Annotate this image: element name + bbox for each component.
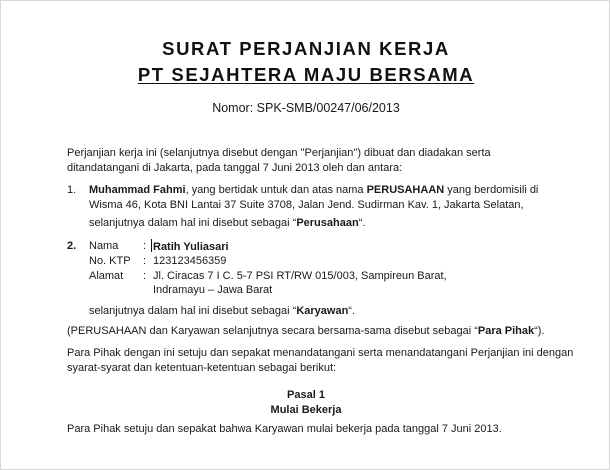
field-label-ktp: No. KTP	[89, 255, 131, 267]
party1-name: Muhammad Fahmi	[89, 184, 186, 196]
party1-number: 1.	[67, 184, 77, 196]
party2-ref-prefix: selanjutnya dalam hal ini disebut sebagai “	[89, 305, 297, 317]
party2-number: 2.	[67, 240, 77, 252]
party1-reference	[89, 216, 365, 231]
party1-line-2: Wisma 46, Kota BNI Lantai 37 Suite 3708, Jalan Jend. Sudirman Kav. 1, Jakarta Selatan,	[89, 199, 524, 211]
parties-note-term: Para Pihak	[477, 325, 535, 337]
field-label-alamat: Alamat	[89, 270, 124, 282]
agreement-line-2: syarat-syarat dan ketentuan-ketentuan sebagai berikut:	[67, 362, 337, 374]
field-colon-alamat: :	[143, 270, 147, 282]
party1-line-1	[89, 183, 538, 198]
party1-ref-term: Perusahaan	[296, 217, 359, 229]
party1-text-a: , yang bertidak untuk dan atas nama	[185, 184, 367, 196]
field-colon-ktp: :	[143, 255, 147, 267]
pasal-1-heading: Pasal 1	[287, 389, 325, 401]
party1-ref-suffix: “.	[358, 217, 366, 229]
company-name: PT SEJAHTERA MAJU BERSAMA	[137, 64, 475, 85]
pasal-1-body: Para Pihak setuju dan sepakat bahwa Karyawan mulai bekerja pada tanggal 7 Juni 2013.	[67, 423, 502, 435]
field-value-ktp: 123123456359	[153, 255, 227, 267]
party1-text-b: yang berdomisili di	[444, 184, 539, 196]
parties-note-prefix: (PERUSAHAAN dan Karyawan selanjutnya secara bersama-sama disebut sebagai “	[67, 325, 478, 337]
field-value-alamat-line-2: Indramayu – Jawa Barat	[153, 284, 273, 296]
intro-line-1: Perjanjian kerja ini (selanjutnya disebut dengan "Perjanjian") dibuat dan diadakan serta	[67, 147, 491, 159]
parties-note	[67, 324, 545, 339]
parties-note-suffix: “).	[534, 325, 545, 337]
field-value-nama	[151, 239, 229, 255]
party2-ref-term: Karyawan	[296, 305, 349, 317]
field-colon-nama: :	[143, 240, 147, 252]
text-cursor	[151, 239, 152, 252]
field-value-nama-text: Ratih Yuliasari	[153, 241, 229, 253]
intro-line-2: ditandatangani di Jakarta, pada tanggal 7 Juni 2013 oleh dan antara:	[67, 162, 403, 174]
pasal-1-subheading: Mulai Bekerja	[270, 404, 342, 416]
party2-ref-suffix: “.	[348, 305, 356, 317]
field-value-alamat: Jl. Ciracas 7 I C. 5-7 PSI RT/RW 015/003, Sampireun Barat,	[153, 270, 447, 282]
agreement-line-1: Para Pihak dengan ini setuju dan sepakat menandatangani serta menandatangani Perjanjian ini dengan	[67, 347, 574, 359]
party1-company-word: PERUSAHAAN	[366, 184, 445, 196]
field-label-nama: Nama	[89, 240, 119, 252]
party1-ref-prefix: selanjutnya dalam hal ini disebut sebagai “	[89, 217, 297, 229]
party2-reference	[89, 304, 355, 319]
document-title: SURAT PERJANJIAN KERJA	[162, 38, 450, 59]
document-number: Nomor: SPK-SMB/00247/06/2013	[212, 101, 400, 115]
